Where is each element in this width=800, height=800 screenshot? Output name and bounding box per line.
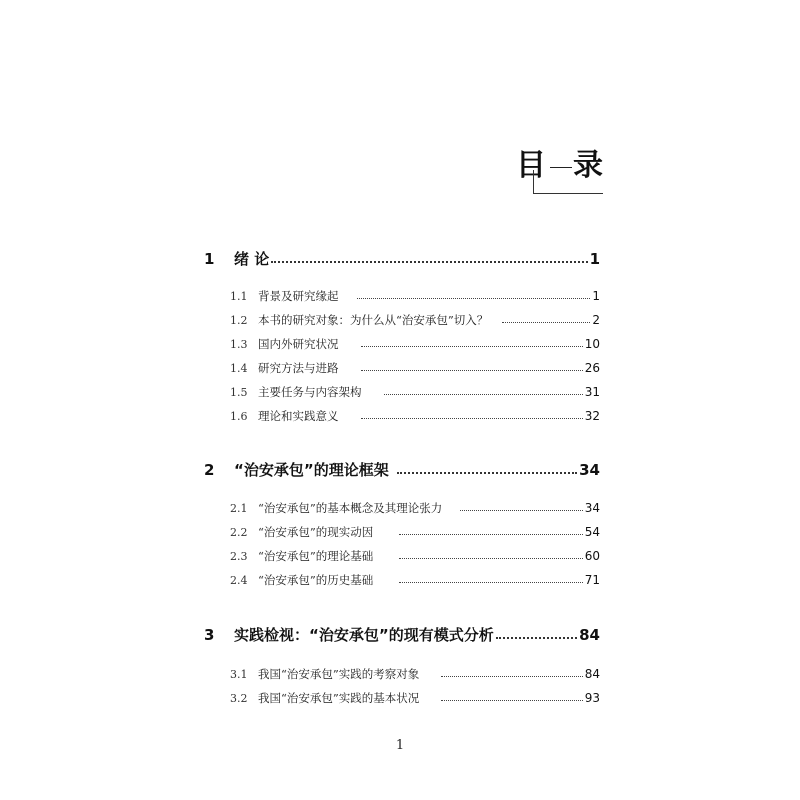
section-number: 1.5: [230, 386, 248, 399]
page-number: 1: [395, 738, 405, 753]
title-bracket-horizontal: [533, 193, 603, 194]
chapter-page: 34: [579, 461, 600, 479]
toc-section-1-5[interactable]: [230, 384, 600, 400]
title-dash: [550, 167, 572, 168]
chapter-title: 绪 论: [234, 250, 270, 268]
section-number: 2.2: [230, 526, 248, 539]
toc-section-2-2[interactable]: [230, 524, 600, 540]
section-page: 54: [584, 525, 600, 539]
toc-chapter-2[interactable]: [204, 459, 600, 480]
section-title: “治安承包”的历史基础: [258, 573, 374, 587]
section-number: 3.2: [230, 692, 248, 705]
section-title: 我国“治安承包”实践的基本状况: [258, 691, 420, 705]
leader-dots: [397, 472, 577, 474]
section-title: 主要任务与内容架构: [258, 385, 362, 399]
chapter-page: 84: [579, 626, 600, 644]
section-title: 背景及研究缘起: [258, 289, 339, 303]
section-page: 93: [584, 691, 600, 705]
toc-section-1-2[interactable]: [230, 312, 600, 328]
section-number: 2.1: [230, 502, 248, 515]
leader-dots: [271, 261, 587, 263]
toc-chapter-1[interactable]: [204, 248, 600, 269]
title-bracket-vertical: [533, 170, 534, 194]
section-title: “治安承包”的基本概念及其理论张力: [258, 501, 443, 515]
chapter-number: 1: [204, 250, 215, 268]
section-page: 84: [584, 667, 600, 681]
toc-section-1-4[interactable]: [230, 360, 600, 376]
section-page: 60: [584, 549, 600, 563]
section-page: 2: [592, 313, 600, 327]
section-number: 1.1: [230, 290, 248, 303]
leader-dots: [496, 637, 577, 639]
toc-chapter-3[interactable]: [204, 624, 600, 645]
section-page: 32: [584, 409, 600, 423]
section-title: 我国“治安承包”实践的考察对象: [258, 667, 420, 681]
toc-section-2-3[interactable]: [230, 548, 600, 564]
toc-section-1-1[interactable]: [230, 288, 600, 304]
section-number: 1.4: [230, 362, 248, 375]
toc-section-2-1[interactable]: [230, 500, 600, 516]
toc-section-2-4[interactable]: [230, 572, 600, 588]
chapter-title: “治安承包”的理论框架: [234, 461, 389, 479]
section-number: 1.6: [230, 410, 248, 423]
section-title: 本书的研究对象：为什么从“治安承包”切入？: [258, 313, 489, 327]
leader-dots: [357, 298, 591, 299]
toc-section-1-3[interactable]: [230, 336, 600, 352]
leader-dots: [441, 676, 582, 677]
section-number: 2.3: [230, 550, 248, 563]
toc-section-3-2[interactable]: [230, 690, 600, 706]
leader-dots: [460, 510, 582, 511]
leader-dots: [361, 370, 583, 371]
title-char-2: 录: [573, 148, 603, 183]
section-page: 34: [584, 501, 600, 515]
leader-dots: [361, 346, 583, 347]
page-title: [516, 146, 606, 196]
chapter-title: 实践检视：“治安承包”的现有模式分析: [234, 626, 494, 644]
leader-dots: [361, 418, 583, 419]
section-page: 10: [584, 337, 600, 351]
title-char-1: 目: [516, 148, 546, 183]
section-number: 2.4: [230, 574, 248, 587]
section-title: “治安承包”的理论基础: [258, 549, 374, 563]
toc-section-1-6[interactable]: [230, 408, 600, 424]
section-page: 1: [592, 289, 600, 303]
chapter-page: 1: [589, 250, 600, 268]
leader-dots: [399, 582, 582, 583]
section-page: 31: [584, 385, 600, 399]
leader-dots: [441, 700, 582, 701]
section-number: 3.1: [230, 668, 248, 681]
section-title: 研究方法与进路: [258, 361, 339, 375]
leader-dots: [399, 534, 582, 535]
section-number: 1.3: [230, 338, 248, 351]
chapter-number: 3: [204, 626, 215, 644]
toc-section-3-1[interactable]: [230, 666, 600, 682]
leader-dots: [399, 558, 582, 559]
section-title: “治安承包”的现实动因: [258, 525, 374, 539]
leader-dots: [384, 394, 583, 395]
section-page: 71: [584, 573, 600, 587]
section-page: 26: [584, 361, 600, 375]
chapter-number: 2: [204, 461, 215, 479]
section-number: 1.2: [230, 314, 248, 327]
leader-dots: [502, 322, 590, 323]
section-title: 理论和实践意义: [258, 409, 339, 423]
section-title: 国内外研究状况: [258, 337, 339, 351]
